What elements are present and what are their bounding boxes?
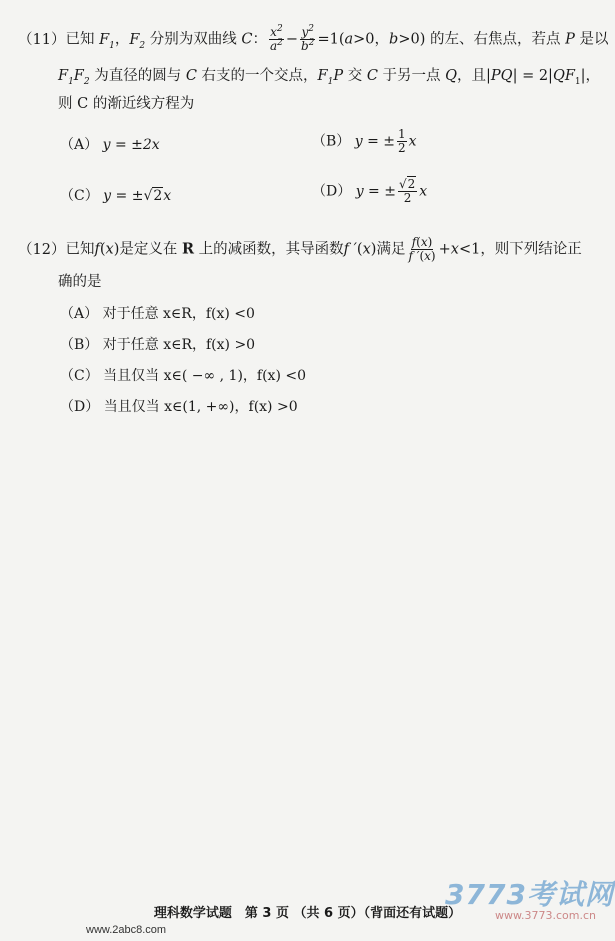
q11-line-1: （11）已知 $F_1$，$F_2$ 分别为双曲线 C： $\frac{x^2}{a^2}$ − $\frac{y^2}{b^2}$ =1(a>0，b>0) 的左、右焦点，若点 P 是以 [18, 24, 609, 53]
q12-line-2: 确的是 [58, 274, 102, 290]
q11-option-d: （D） y = ± $\frac{√2}{2}$ x [312, 177, 428, 205]
watermark-right-logo: 3773考试网 www.3773.com.cn [445, 878, 614, 922]
q11-option-b: （B） y = ± $\frac{1}{2}$ x [312, 127, 417, 155]
page-footer: 理科数学试题 第 3 页 （共 6 页）（背面还有试题） [153, 906, 462, 921]
watermark-left: www.2abc8.com [86, 924, 167, 936]
q12-option-d: （D） 当且仅当 x∈(1, +∞)，f(x) >0 [60, 399, 298, 415]
q11-line-2: $F_1F_2$ 为直径的圆与 C 右支的一个交点，$F_1P$ 交 C 于另一点 Q，且$|PQ| = 2|QF_1|$， [58, 68, 601, 87]
q11-number: （11） [18, 31, 66, 48]
ratio-fraction: $\frac{f(x)}{f '(x)}$ [408, 235, 436, 263]
hyperbola-x-term: $\frac{x^2}{a^2}$ [269, 24, 283, 53]
focus-f1: $F_1$ [99, 31, 115, 51]
q11-option-c: （C） y = ±√2x [60, 188, 172, 204]
q12-line-1: （12）已知f(x)是定义在 R 上的减函数，其导函数f ′(x)满足 $\frac{f(x)}{f '(x)}$ +x<1，则下列结论正 [18, 235, 582, 263]
q12-option-b: （B） 对于任意 x∈R，f(x) >0 [60, 337, 256, 353]
focus-f2: $F_2$ [129, 31, 146, 51]
q12-option-c: （C） 当且仅当 x∈( −∞ , 1)，f(x) <0 [60, 368, 306, 384]
hyperbola-y-term: $\frac{y^2}{b^2}$ [301, 24, 315, 53]
q12-number: （12） [18, 241, 66, 258]
q11-option-a: （A） y = ±2x [60, 137, 160, 153]
q12-option-a: （A） 对于任意 x∈R，f(x) <0 [60, 306, 255, 322]
q11-line-3: 则 C 的渐近线方程为 [58, 96, 195, 112]
